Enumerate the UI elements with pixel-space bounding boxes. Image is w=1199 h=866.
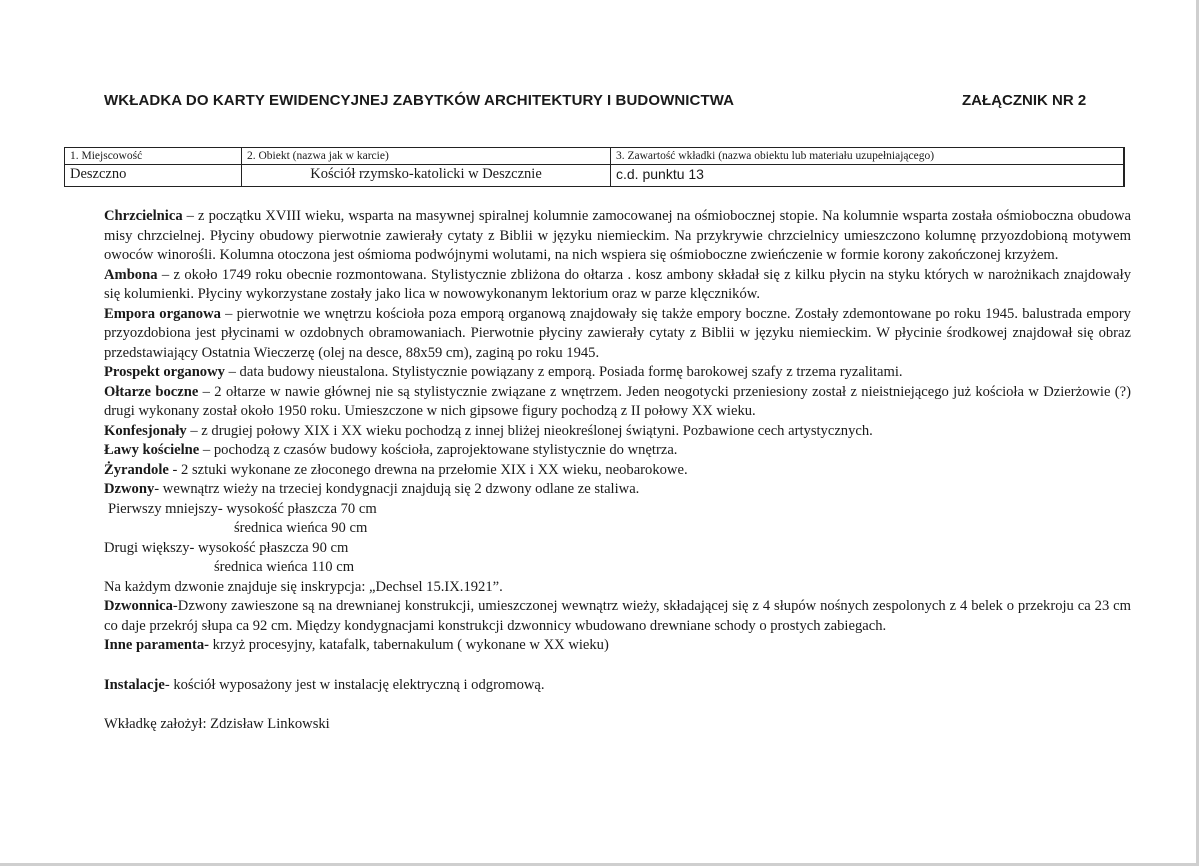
text-oltarze: – 2 ołtarze w nawie głównej nie są stylistycznie związane z wnętrzem. Jeden neogotycki przeniesiony został z nieistniejącego już kościoła w Dzierżowie (?) drugi wykonany został około 1950 roku. Umieszczone w nich gipsowe figury pochodzą z II połowy XX wieku. (104, 383, 1131, 419)
spacer (104, 656, 1131, 676)
text-dzwonnica: -Dzwony zawieszone są na drewnianej konstrukcji, umieszczonej wewnątrz wieży, składającej się z 4 słupów nośnych zespolonych z 4 belek o przekroju ca 23 cm co daje przekrój słupa ca 92 cm. Między kondygnacjami konstrukcji dzwonnicy wbudowano drewniane schody o prostych zabiegach. (104, 598, 1131, 634)
text-prospekt: – data budowy nieustalona. Stylistycznie powiązany z emporą. Posiada formę barokowej szafy z trzema ryzalitami. (224, 364, 903, 380)
bell-inscription: Na każdym dzwonie znajduje się inskrypcja: „Dechsel 15.IX.1921”. (104, 578, 503, 595)
term-lawy: Ławy kościelne (104, 442, 200, 458)
text-lawy: – pochodzą z czasów budowy kościoła, zaprojektowane stylistycznie do wnętrza. (199, 442, 678, 458)
term-konfesjonaly: Konfesjonały (104, 422, 187, 439)
paragraph-ambona (104, 266, 1131, 305)
object-value: Kościół rzymsko-katolicki w Deszcznie (310, 166, 542, 182)
text-empora: – pierwotnie we wnętrzu kościoła poza emporą organową znajdowały się także empory boczne. Zostały zdemontowane po roku 1945. balustrada empory przyozdobiona jest płycinami w ozdobnych obramowaniach. Pierwotnie płyciny zawierały cytaty z Biblii w języku niemieckim. W płycinie środkowej znajdował się obraz przedstawiający Ostatnia Wieczerzę (olej na desce, 88x59 cm), zaginą po roku 1945. (104, 305, 1131, 361)
paragraph-inne (104, 636, 1131, 656)
paragraph-empora (104, 305, 1131, 364)
text-instalacje: - kościół wyposażony jest w instalację elektryczną i odgromową. (164, 676, 545, 693)
term-oltarze: Ołtarze boczne (104, 383, 199, 400)
term-ambona: Ambona (104, 266, 158, 283)
meta-cell-object (242, 148, 611, 186)
term-chrzcielnica: Chrzcielnica (104, 208, 183, 224)
paragraph-prospekt (104, 363, 1131, 383)
bell-small-height: Pierwszy mniejszy- wysokość płaszcza 70 cm (108, 500, 377, 517)
text-chrzcielnica: – z początku XVIII wieku, wsparta na masywnej spiralnej kolumnie zamocowanej na ośmiobocznej stopie. Na kolumnie wsparta została ośmioboczna obudowa misy chrzcielnej. Płyciny obudowy pierwotnie zawierały cytaty z Biblii w języku niemieckim. Na przykrywie chrzcielnicy umieszczono kolumnę przyozdobioną motywem owoców winorośli. Kolumna otoczona jest ośmioma podwójnymi wolutami, na nich wspiera się ośmioboczne zwieńczenie w formie korony zakończonej krzyżem. (104, 208, 1131, 263)
document-title: WKŁADKA DO KARTY EWIDENCYJNEJ ZABYTKÓW ARCHITEKTURY I BUDOWNICTWA (104, 92, 735, 109)
paragraph-chrzcielnica (104, 207, 1131, 266)
term-inne: Inne paramenta- (104, 637, 209, 653)
paragraph-dzwonnica (104, 597, 1131, 636)
place-value: Deszczno (70, 166, 127, 182)
spacer (104, 695, 1131, 715)
paragraph-oltarze (104, 383, 1131, 422)
term-dzwony: Dzwony (104, 481, 155, 497)
text-zyrandole: - 2 sztuki wykonane ze złoconego drewna na przełomie XIX i XX wieku, neobarokowe. (168, 461, 688, 478)
object-label: 2. Obiekt (nazwa jak w karcie) (247, 150, 389, 162)
text-dzwony: - wewnątrz wieży na trzeciej kondygnacji znajdują się 2 dzwony odlane ze staliwa. (154, 481, 640, 497)
text-inne: krzyż procesyjny, katafalk, tabernakulum ( wykonane w XX wieku) (209, 637, 609, 653)
paragraph-instalacje (104, 676, 1131, 696)
term-dzwonnica: Dzwonnica (104, 598, 173, 614)
author-line: Wkładkę założył: Zdzisław Linkowski (104, 716, 330, 732)
paragraph-zyrandole (104, 461, 1131, 481)
meta-table (64, 147, 1125, 187)
text-ambona: – z około 1749 roku obecnie rozmontowana. Stylistycznie zbliżona do ołtarza . kosz ambony składał się z kilku płycin na styku których w narożnikach znajdowały się kolumienki. Płyciny wykorzystane zostały jako lica w nowowykonanym lektorium oraz w parze klęczników. (104, 266, 1131, 302)
content-value: c.d. punktu 13 (616, 166, 704, 182)
paragraph-dzwony (104, 480, 1131, 500)
text-konfesjonaly: – z drugiej połowy XIX i XX wieku pochodzą z innej bliżej nieokreślonej świątyni. Pozbawione cech artystycznych. (186, 422, 873, 439)
paragraph-lawy (104, 441, 1131, 461)
content-label: 3. Zawartość wkładki (nazwa obiektu lub materiału uzupełniającego) (616, 150, 935, 162)
paragraph-konfesjonaly (104, 422, 1131, 442)
annex-number: ZAŁĄCZNIK NR 2 (962, 92, 1087, 109)
term-empora: Empora organowa (104, 305, 221, 322)
document-body (104, 207, 1131, 735)
meta-cell-place (65, 148, 242, 186)
bell-large-diameter: średnica wieńca 110 cm (214, 559, 355, 575)
term-zyrandole: Żyrandole (104, 461, 169, 478)
bell-small-diameter: średnica wieńca 90 cm (234, 520, 368, 536)
term-instalacje: Instalacje (104, 676, 165, 693)
term-prospekt: Prospekt organowy (104, 364, 225, 380)
bell-large-height: Drugi większy- wysokość płaszcza 90 cm (104, 539, 349, 556)
meta-row-divider (65, 164, 1124, 165)
place-label: 1. Miejscowość (70, 150, 143, 162)
meta-cell-content (611, 148, 1124, 186)
